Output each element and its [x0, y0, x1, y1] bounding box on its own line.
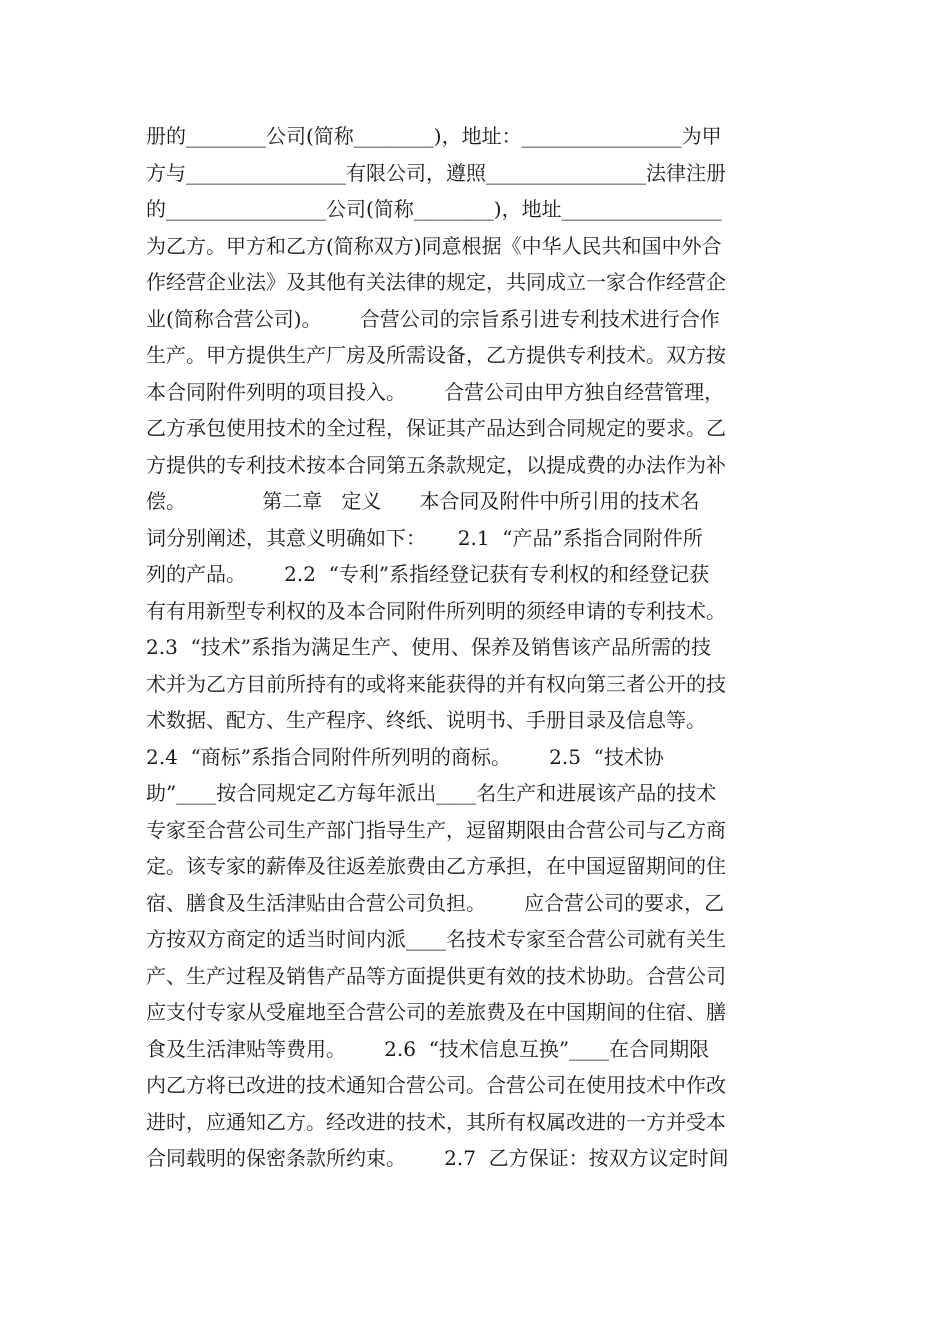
text-line: 有有用新型专利权的及本合同附件所列明的须经申请的专利技术。 — [146, 598, 726, 623]
text-line: 乙方承包使用技术的全过程，保证其产品达到合同规定的要求。乙 — [146, 416, 726, 440]
text-line: 进时，应通知乙方。经改进的技术，其所有权属改进的一方并受本 — [146, 1109, 726, 1134]
text-line: 定。该专家的薪俸及往返差旅费由乙方承担，在中国逗留期间的住 — [146, 854, 726, 878]
text-line: 宿、膳食及生活津贴由合营公司负担。 应合营公司的要求，乙 — [146, 890, 725, 915]
text-line: 内乙方将已改进的技术通知合营公司。合营公司在使用技术中作改 — [146, 1073, 726, 1097]
text-line: 合同载明的保密条款所约束。 2.7 乙方保证：按双方议定时间 — [146, 1146, 729, 1170]
contract-text — [146, 118, 816, 1177]
text-line: 产、生产过程及销售产品等方面提供更有效的技术协助。合营公司 — [146, 963, 726, 988]
text-line: 术数据、配方、生产程序、终纸、说明书、手册目录及信息等。 — [146, 708, 706, 732]
text-line: 业(简称合营公司)。 合营公司的宗旨系引进专利技术进行合作 — [146, 306, 720, 331]
text-line: 术并为乙方目前所持有的或将来能获得的并有权向第三者公开的技 — [146, 671, 726, 696]
text-line: 食及生活津贴等费用。 2.6 “技术信息互换”____在合同期限 — [146, 1036, 710, 1061]
text-line: 专家至合营公司生产部门指导生产，逗留期限由合营公司与乙方商 — [146, 817, 726, 842]
text-line: 为乙方。甲方和乙方(简称双方)同意根据《中华人民共和国中外合 — [146, 233, 722, 258]
text-line: 方提供的专利技术按本合同第五条款规定，以提成费的办法作为补 — [146, 452, 726, 477]
text-line: 2.3 “技术”系指为满足生产、使用、保养及销售该产品所需的技 — [146, 635, 711, 659]
text-line: 作经营企业法》及其他有关法律的规定，共同成立一家合作经营企 — [146, 270, 726, 294]
text-line: 词分别阐述，其意义明确如下： 2.1 “产品”系指合同附件所 — [146, 525, 703, 550]
text-line: 2.4 “商标”系指合同附件所列明的商标。 2.5 “技术协 — [146, 744, 664, 769]
text-line: 方与________________有限公司，遵照________________法律注册 — [146, 160, 726, 185]
text-line: 的________________公司(简称________)，地址________________ — [146, 197, 722, 221]
text-line: 助”____按合同规定乙方每年派出____名生产和进展该产品的技术 — [146, 781, 717, 805]
text-line: 方按双方商定的适当时间内派____名技术专家至合营公司就有关生 — [146, 927, 726, 951]
text-line: 本合同附件列明的项目投入。 合营公司由甲方独自经营管理， — [146, 379, 725, 404]
text-line: 册的________公司(简称________)，地址：________________为甲 — [146, 124, 722, 148]
text-line: 应支付专家从受雇地至合营公司的差旅费及在中国期间的住宿、膳 — [146, 1000, 726, 1024]
text-line: 生产。甲方提供生产厂房及所需设备，乙方提供专利技术。双方按 — [146, 343, 726, 367]
text-line: 偿。 第二章 定义 本合同及附件中所引用的技术名 — [146, 489, 700, 513]
text-line: 列的产品。 2.2 “专利”系指经登记获有专利权的和经登记获 — [146, 562, 710, 586]
